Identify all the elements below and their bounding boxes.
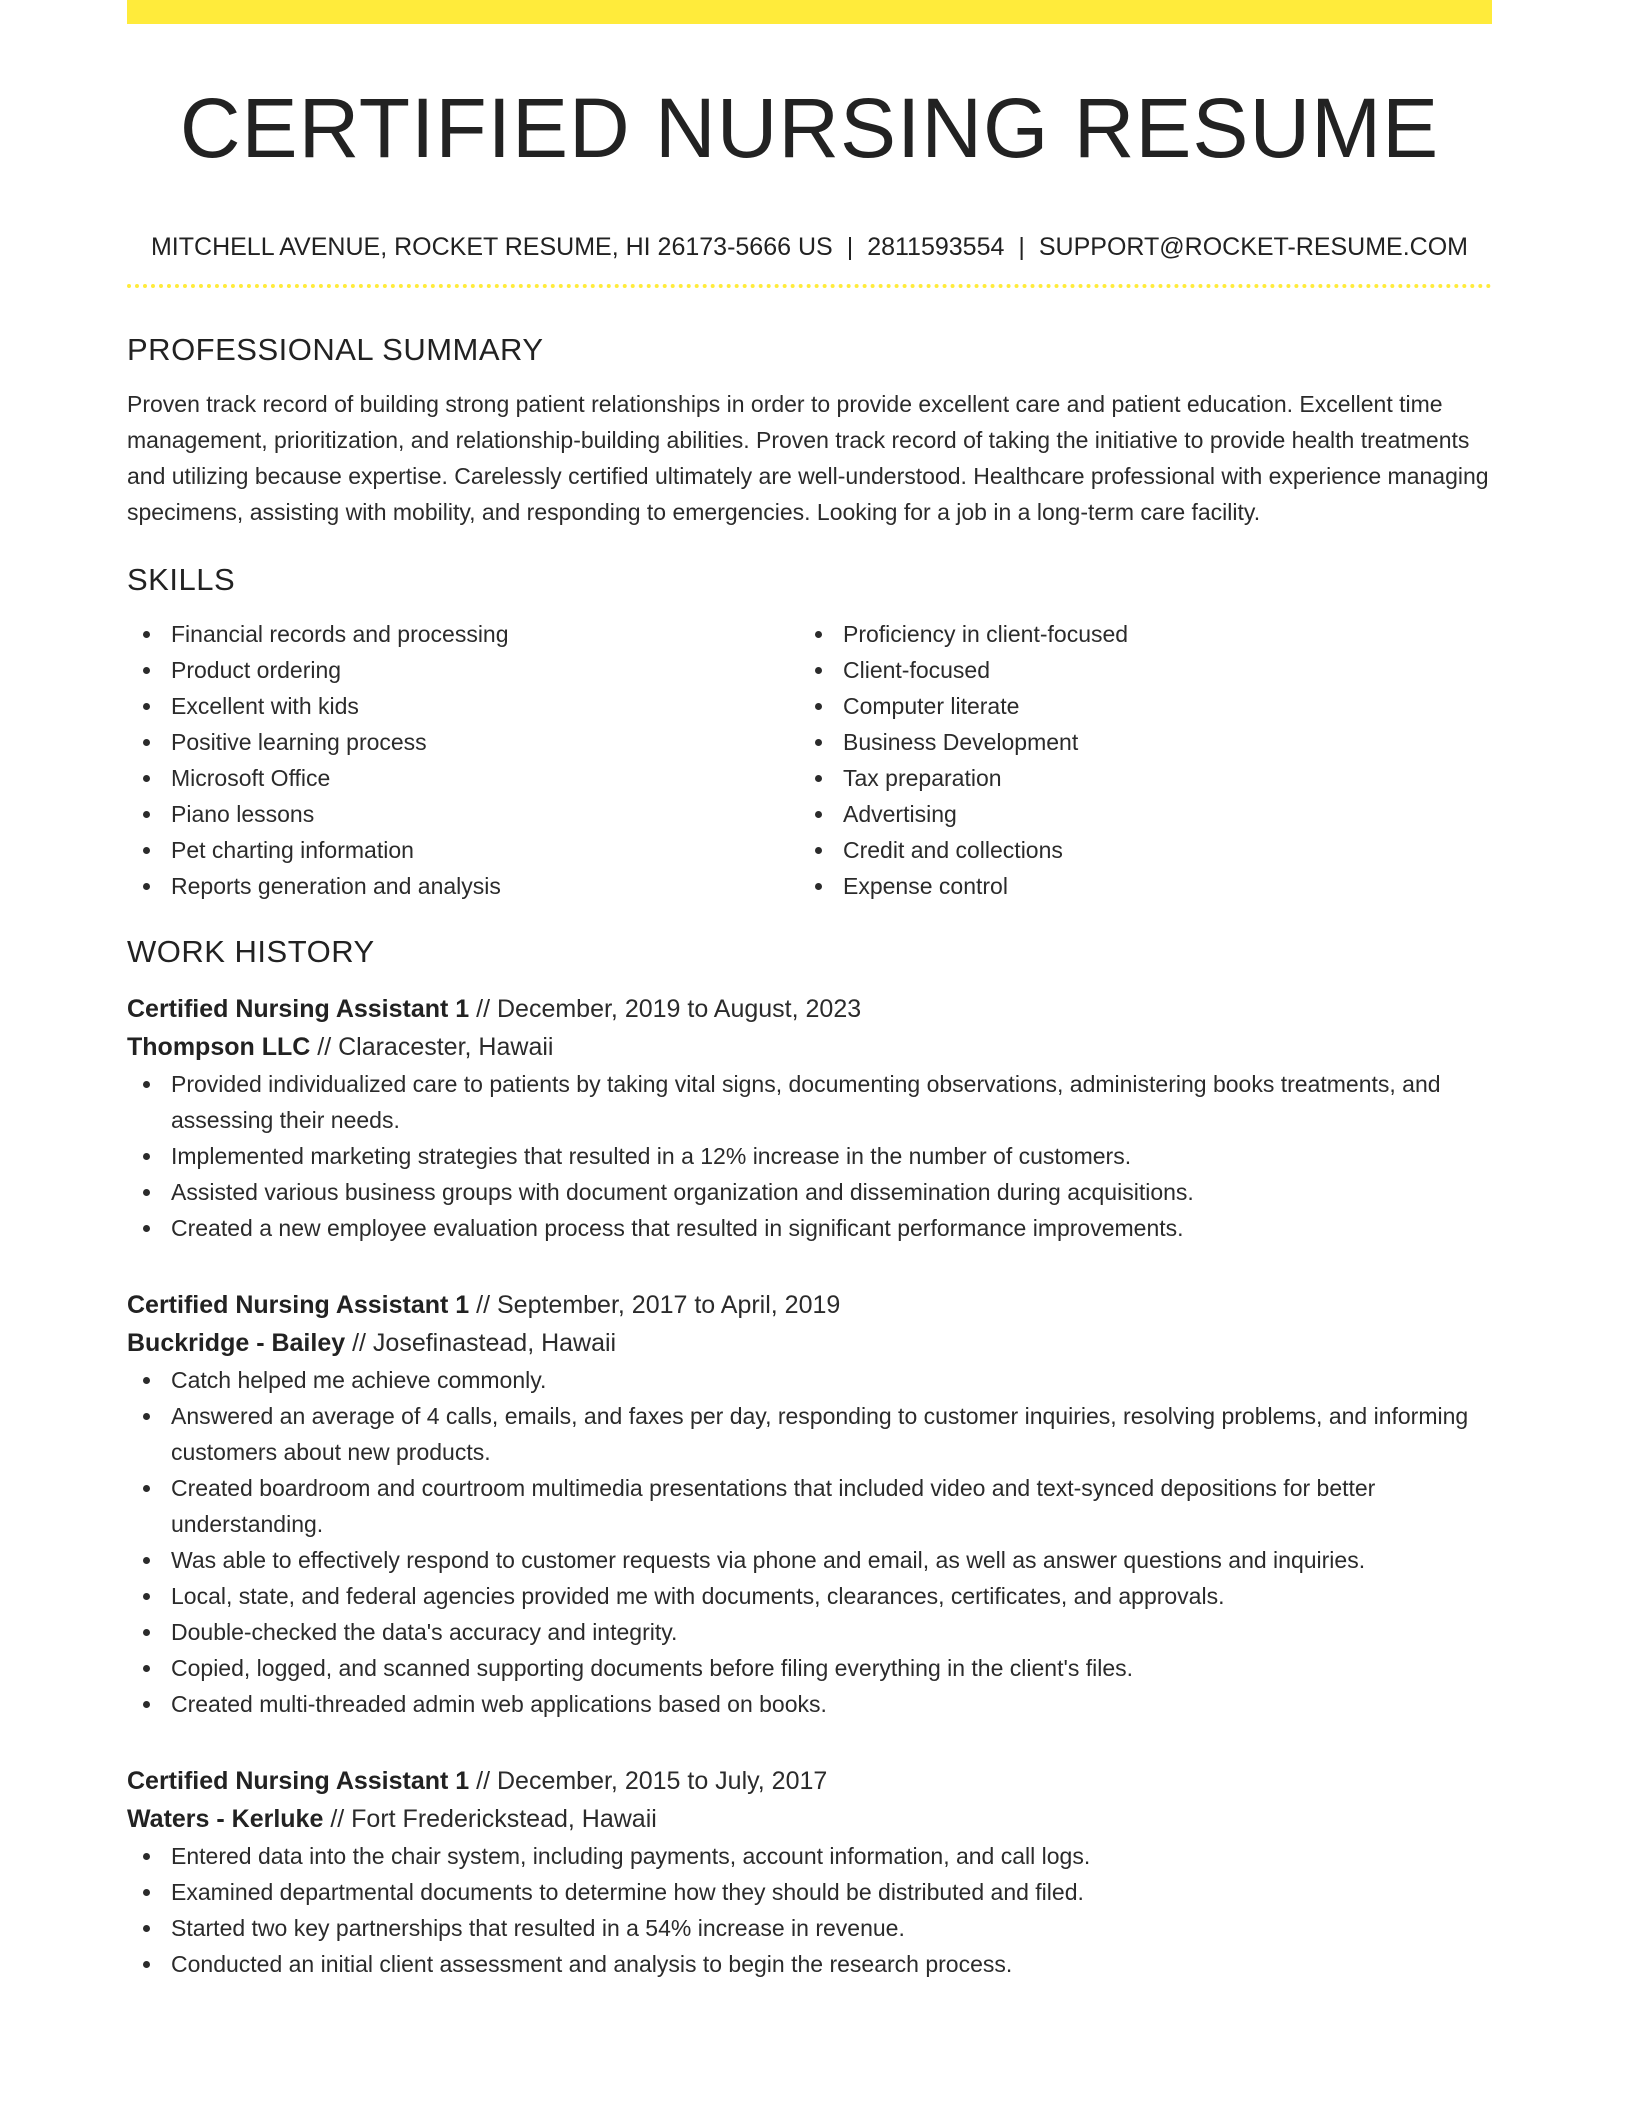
skills-left-column [127,616,799,904]
job-duty: Double-checked the data's accuracy and integrity. [127,1614,1492,1650]
skill-item: Proficiency in client-focused [799,616,1471,652]
skills-columns [127,616,1492,904]
contact-address: MITCHELL AVENUE, ROCKET RESUME, HI 26173-5666 US [150,233,833,261]
skill-item: Positive learning process [127,724,799,760]
contact-phone: 2811593554 [867,233,1005,261]
job-entry [127,990,1492,1246]
job-title-line [127,1762,1492,1800]
contact-line [127,231,1492,263]
job-duty: Copied, logged, and scanned supporting documents before filing everything in the client's files. [127,1650,1492,1686]
resume-title: CERTIFIED NURSING RESUME [179,81,1440,175]
job-location: // Claracester, Hawaii [310,1033,554,1061]
skills-heading: SKILLS [127,562,236,597]
contact-email: SUPPORT@ROCKET-RESUME.COM [1038,233,1469,261]
skill-item: Expense control [799,868,1471,904]
job-title-line [127,990,1492,1028]
job-title: Certified Nursing Assistant 1 [127,1291,470,1319]
job-title: Certified Nursing Assistant 1 [127,1767,470,1795]
skill-item: Advertising [799,796,1471,832]
job-duty: Local, state, and federal agencies provided me with documents, clearances, certificates, and approvals. [127,1578,1492,1614]
job-duty: Entered data into the chair system, including payments, account information, and call logs. [127,1838,1492,1874]
skill-item: Reports generation and analysis [127,868,799,904]
job-dates: // September, 2017 to April, 2019 [469,1291,841,1319]
job-company-line [127,1028,1492,1066]
dotted-divider [127,284,1492,288]
summary-heading: PROFESSIONAL SUMMARY [127,332,544,367]
job-company: Buckridge - Bailey [127,1329,346,1357]
job-company: Thompson LLC [127,1033,311,1061]
work-history-heading: WORK HISTORY [127,934,375,969]
job-dates: // December, 2019 to August, 2023 [469,995,862,1023]
job-duty: Catch helped me achieve commonly. [127,1362,1492,1398]
job-duty: Implemented marketing strategies that resulted in a 12% increase in the number of customers. [127,1138,1492,1174]
job-location: // Fort Frederickstead, Hawaii [323,1805,657,1833]
contact-separator: | [846,233,854,261]
job-duty: Was able to effectively respond to customer requests via phone and email, as well as answer questions and inquiries. [127,1542,1492,1578]
job-title-line [127,1286,1492,1324]
resume-content [127,0,1492,1982]
skill-item: Financial records and processing [127,616,799,652]
job-duty: Examined departmental documents to determine how they should be distributed and filed. [127,1874,1492,1910]
contact-separator: | [1018,233,1025,261]
job-company-line [127,1324,1492,1362]
job-company: Waters - Kerluke [127,1805,324,1833]
skill-item: Pet charting information [127,832,799,868]
skill-item: Business Development [799,724,1471,760]
skill-item: Credit and collections [799,832,1471,868]
job-duty: Created multi-threaded admin web applications based on books. [127,1686,1492,1722]
job-duty: Answered an average of 4 calls, emails, and faxes per day, responding to customer inquiries, resolving problems, and informing customers about new products. [127,1398,1492,1470]
skill-item: Piano lessons [127,796,799,832]
job-location: // Josefinastead, Hawaii [345,1329,617,1357]
job-dates: // December, 2015 to July, 2017 [469,1767,828,1795]
job-duty: Provided individualized care to patients by taking vital signs, documenting observations, administering books treatments, and assessing their needs. [127,1066,1492,1138]
job-entry [127,1286,1492,1722]
skill-item: Computer literate [799,688,1471,724]
skill-item: Excellent with kids [127,688,799,724]
job-duty: Started two key partnerships that resulted in a 54% increase in revenue. [127,1910,1492,1946]
summary-text: Proven track record of building strong patient relationships in order to provide excellent care and patient education. Excellent time management, prioritization, and relationship-building abilities. Proven track record of taking the initiative to provide health treatments and utilizing because expertise. Carelessly certified ultimately are well-understood. Healthcare professional with experience managing specimens, assisting with mobility, and responding to emergencies. Looking for a job in a long-term care facility. [127,391,1489,525]
job-duty: Conducted an initial client assessment and analysis to begin the research process. [127,1946,1492,1982]
job-title: Certified Nursing Assistant 1 [127,995,470,1023]
skill-item: Tax preparation [799,760,1471,796]
job-duties [127,1838,1492,1982]
skill-item: Client-focused [799,652,1471,688]
skills-right-column [799,616,1471,904]
job-company-line [127,1800,1492,1838]
job-duty: Assisted various business groups with document organization and dissemination during acquisitions. [127,1174,1492,1210]
job-duties [127,1362,1492,1722]
job-duties [127,1066,1492,1246]
job-duty: Created a new employee evaluation process that resulted in significant performance improvements. [127,1210,1492,1246]
job-duty: Created boardroom and courtroom multimedia presentations that included video and text-synced depositions for better understanding. [127,1470,1492,1542]
skill-item: Microsoft Office [127,760,799,796]
skill-item: Product ordering [127,652,799,688]
job-entry [127,1762,1492,1982]
